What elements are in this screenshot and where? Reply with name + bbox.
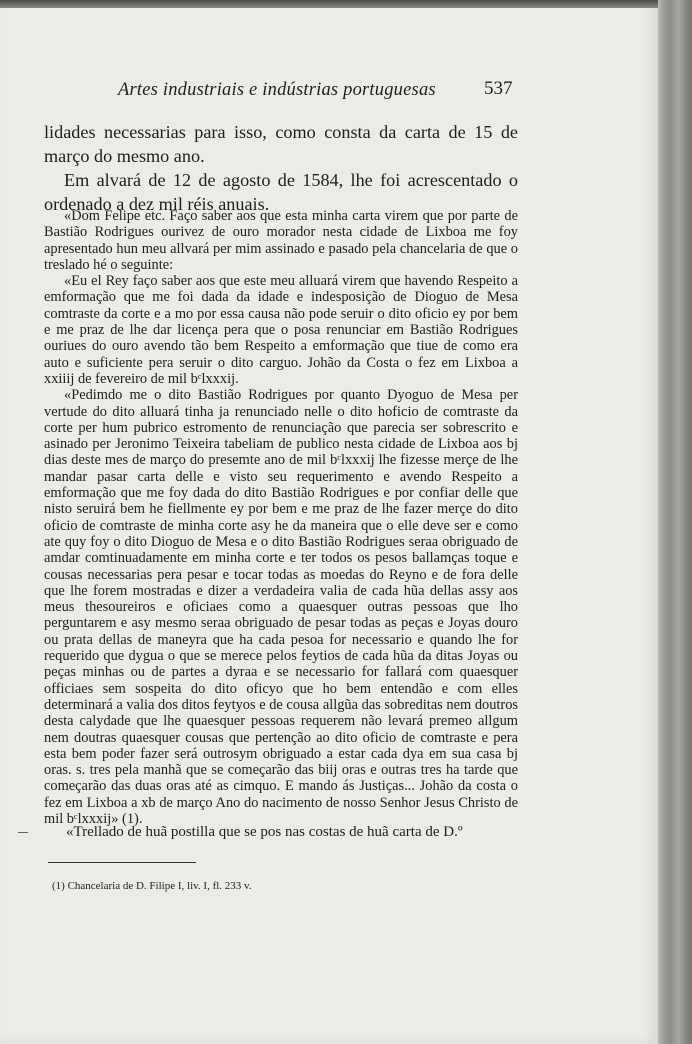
intro-text (44, 120, 518, 216)
margin-mark (18, 832, 28, 833)
trellado-line: «Trellado de huã postilla que se pos nas costas de huã carta de D.º (66, 824, 463, 840)
intro-paragraph: lidades necessarias para isso, como consta da carta de 15 de março do mesmo ano. (44, 122, 518, 166)
quote-paragraph: «Eu el Rey faço saber aos que este meu alluará virem que havendo Respeito a emformação que me foi dada da idade e indesposição de Dioguo de Mesa comtraste da corte e a mo por essa causa não pode seruir o dito oficio ey por bem e me praz de lhe dar licença pera que o posa renunciar em Bastião Rodrigues ouriues do ouro avendo tão bem Respeito a emformação que tiue de como era auto e suficiente pera seruir o dito carguo. Johão da Costa o fez em Lixboa a xxiiij de fevereiro de mil bᶜlxxxij. (44, 273, 518, 387)
quote-paragraph: «Pedimdo me o dito Bastião Rodrigues por quanto Dyoguo de Mesa per vertude do dito alluará tinha ja renunciado nelle o dito hoficio de comtraste da corte per hum pubrico estromento de renunciação que parecia ser sobrescrito e asinado per Jeronimo Teixeira tabeliam de publico nesta cidade de Lixboa aos bj dias deste mes de março do presemte ano de mil bᶜlxxxij lhe fizesse merçe de lhe mandar pasar carta delle e visto seu requerimento e avendo Respeito a emformação que me foy dada do dito Bastião Rodrigues e por confiar delle que nisto seruirá bem he fiellmente ey por bem e me praz de lhe fazer merçe do dito oficio de comtraste de minha corte asy he da maneira que o elle deve ser e como ate quy foy o dito Dioguo de Mesa e o dito Bastião Rodrigues seraa obriguado de amdar comtinuadamente em minha corte e ter todos os pesos ballamças toque e cousas necessarias pera pesar e tocar todas as moedas do Reyno e de fora delle que lhe forem mostradas e dizer a verdadeira valia de cada hũa dellas assy aos meus thesoureiros e oficiaes como a quaesquer outras pessoas que lho perguntarem e asy mesmo seraa obriguado de pesar todas as peças e Joyas douro ou prata dellas de maneyra que ha cada pesoa for necessario e quando lhe for requerido que dygua o que se merece pelos feytios de cada hũa da ditas Joyas ou peças minhas ou de partes a dyraa e se necessario for fallará com quaesquer officiaes sem sospeita do dito oficyo que ho bem entendão e com elles determinará a valia dos ditos feytyos e de cousa allgũa das sobreditas nem doutros desta calydade que lhe quaesquer pessoas requerem não levará premeo allgum nem doutras quaesquer cousas que pertenção ao dito oficio de comtraste e pera esta bem poder fazer será outrosym obriguado a estar cada dya em sua casa bj oras. s. tres pela manhã que se começarão das biij oras e outras tres ha tarde que começarão das duas oras até as cimquo. E mando ás Justiças... Johão da costa o fez em Lixboa a xb de março Ano do nacimento de nosso Senhor Jesus Christo de mil bᶜlxxxij» (1). (44, 387, 518, 827)
intro-paragraph: Em alvará de 12 de agosto de 1584, lhe foi acrescentado o ordenado a dez mil réis anuais. (44, 170, 518, 214)
page-top-edge (0, 0, 692, 8)
quoted-document (44, 208, 518, 827)
running-title: Artes industriais e indústrias portuguesas (118, 80, 436, 100)
footnote: (1) Chancelaria de D. Filipe I, liv. I, fl. 233 v. (52, 880, 252, 892)
footnote-divider (48, 862, 196, 863)
page-number: 537 (484, 78, 513, 99)
book-spine (658, 0, 692, 1044)
quote-paragraph: «Dom Felipe etc. Faço saber aos que esta minha carta virem que por parte de Bastião Rodrigues ourivez de ouro morador nesta cidade de Lixboa me foy apresentado hun meu allvará per mim assinado e pasado pela chancelaria de que o treslado hé o seguinte: (44, 208, 518, 273)
